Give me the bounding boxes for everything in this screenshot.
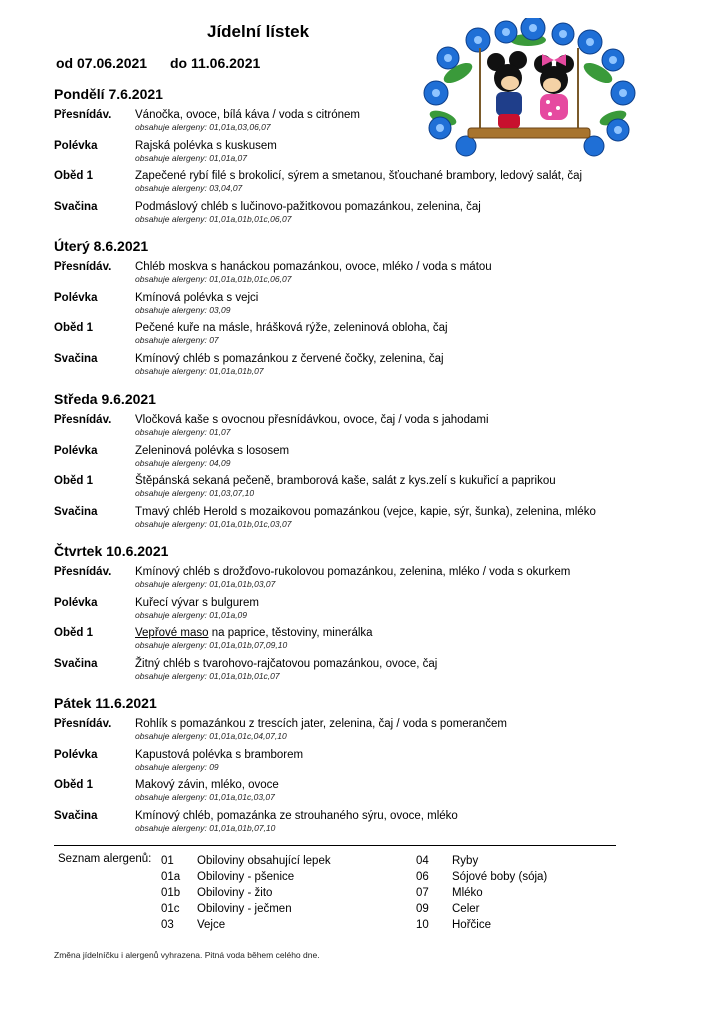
meal-row — [54, 169, 674, 200]
allergen-name: Ryby — [452, 855, 479, 867]
allergen-item — [161, 854, 331, 868]
legend-divider — [54, 845, 616, 846]
day-title: Úterý 8.6.2021 — [54, 238, 149, 254]
meal-description: Žitný chléb s tvarohovo-rajčatovou pomazánkou, ovoce, čaj — [135, 657, 438, 670]
allergen-name: Hořčice — [452, 919, 491, 931]
allergen-code: 04 — [416, 855, 429, 867]
meal-row — [54, 108, 674, 139]
allergen-code: 07 — [416, 887, 429, 899]
meal-label: Oběd 1 — [54, 170, 93, 182]
meal-description: Rohlík s pomazánkou z trescích jater, zelenina, čaj / voda s pomerančem — [135, 718, 508, 730]
meal-row — [54, 717, 674, 748]
meal-allergens: obsahuje alergeny: 01,01a,01b,07,09,10 — [135, 640, 288, 650]
allergen-item — [416, 902, 479, 916]
allergen-legend-label: Seznam alergenů: — [58, 853, 152, 865]
meal-label: Polévka — [54, 139, 98, 152]
allergen-item — [416, 870, 547, 884]
allergen-code: 01 — [161, 855, 174, 867]
meal-row — [54, 413, 674, 444]
meal-allergens: obsahuje alergeny: 01,01a,01b,03,07 — [135, 579, 276, 589]
meal-allergens: obsahuje alergeny: 01,07 — [135, 427, 231, 437]
meal-allergens: obsahuje alergeny: 01,01a,01c,04,07,10 — [135, 731, 287, 741]
day-section — [54, 695, 674, 839]
day-section — [54, 86, 674, 230]
date-to: do 11.06.2021 — [170, 55, 261, 71]
meal-row — [54, 200, 674, 231]
meal-description: Kapustová polévka s bramborem — [135, 748, 304, 761]
meal-allergens: obsahuje alergeny: 01,01a,01b,01c,06,07 — [135, 213, 292, 224]
meal-description: Podmáslový chléb s lučinovo-pažitkovou pomazánkou, zelenina, čaj — [135, 200, 481, 213]
meal-row — [54, 444, 674, 475]
meal-description: Tmavý chléb Herold s mozaikovou pomazánkou (vejce, kapie, sýr, šunka), zelenina, mléko — [135, 505, 596, 518]
allergen-item — [161, 918, 225, 932]
page-title: Jídelní lístek — [207, 22, 310, 41]
day-section — [54, 391, 674, 535]
meal-description: Pečené kuře na másle, hrášková rýže, zeleninová obloha, čaj — [135, 322, 448, 334]
allergen-code: 03 — [161, 919, 174, 931]
meal-description: Chléb moskva s hanáckou pomazánkou, ovoce, mléko / voda s mátou — [135, 261, 492, 273]
allergen-code: 10 — [416, 919, 429, 931]
meal-description: Štěpánská sekaná pečeně, bramborová kaše, salát z kys.zelí s kukuřicí a paprikou — [135, 475, 556, 487]
meal-allergens: obsahuje alergeny: 01,01a,01b,01c,03,07 — [135, 518, 292, 529]
meal-label: Polévka — [54, 748, 98, 761]
meal-label: Svačina — [54, 200, 98, 213]
meal-allergens: obsahuje alergeny: 01,01a,01b,07,10 — [135, 822, 276, 833]
allergen-code: 01a — [161, 871, 181, 883]
allergen-item — [161, 886, 272, 900]
meal-label: Svačina — [54, 505, 98, 518]
meal-row — [54, 321, 674, 352]
meal-label: Svačina — [54, 657, 98, 670]
meal-row — [54, 291, 674, 322]
day-title: Pondělí 7.6.2021 — [54, 86, 163, 102]
meal-row — [54, 139, 674, 170]
allergen-item — [416, 918, 491, 932]
meal-description: Makový závin, mléko, ovoce — [135, 779, 279, 791]
meal-label: Svačina — [54, 352, 98, 365]
meal-label: Přesnídáv. — [54, 566, 112, 578]
meal-description-rest: na paprice, těstoviny, minerálka — [208, 627, 373, 639]
meal-allergens: obsahuje alergeny: 01,01a,01b,01c,06,07 — [135, 274, 292, 284]
meal-label: Oběd 1 — [54, 779, 93, 791]
meal-label: Svačina — [54, 809, 98, 822]
meal-row — [54, 596, 674, 627]
meal-description: Kmínový chléb s drožďovo-rukolovou pomazánkou, zelenina, mléko / voda s okurkem — [135, 566, 571, 578]
meal-allergens: obsahuje alergeny: 03,04,07 — [135, 183, 243, 193]
allergen-name: Obiloviny - žito — [197, 887, 273, 899]
meal-row — [54, 626, 674, 657]
meal-row — [54, 474, 674, 505]
allergen-name: Obiloviny - pšenice — [197, 871, 295, 883]
meal-label: Oběd 1 — [54, 475, 93, 487]
day-title: Pátek 11.6.2021 — [54, 695, 157, 711]
meal-description: Zeleninová polévka s lososem — [135, 444, 290, 457]
allergen-name: Vejce — [197, 919, 226, 931]
meal-row — [54, 565, 674, 596]
meal-allergens: obsahuje alergeny: 07 — [135, 335, 219, 345]
meal-row — [54, 352, 674, 383]
allergen-item — [161, 902, 292, 916]
meal-allergens: obsahuje alergeny: 01,01a,01c,03,07 — [135, 792, 275, 802]
meal-description — [135, 626, 373, 640]
meal-description: Vánočka, ovoce, bílá káva / voda s citrónem — [135, 109, 361, 121]
meal-description-underlined: Vepřové maso — [135, 627, 209, 639]
meal-label: Polévka — [54, 291, 98, 304]
meal-label: Polévka — [54, 444, 98, 457]
meal-allergens: obsahuje alergeny: 01,01a,03,06,07 — [135, 122, 271, 132]
footer-note: Změna jídelníčku i alergenů vyhrazena. Pitná voda během celého dne. — [54, 950, 320, 960]
allergen-name: Obiloviny obsahující lepek — [197, 855, 331, 867]
day-title: Středa 9.6.2021 — [54, 391, 156, 407]
meal-description: Kuřecí vývar s bulgurem — [135, 596, 259, 609]
allergen-code: 06 — [416, 871, 429, 883]
allergen-name: Mléko — [452, 887, 483, 899]
allergen-code: 01b — [161, 887, 181, 899]
meal-description: Vločková kaše s ovocnou přesnídávkou, ovoce, čaj / voda s jahodami — [135, 414, 489, 426]
allergen-name: Obiloviny - ječmen — [197, 903, 292, 915]
meal-description: Kmínový chléb s pomazánkou z červené čočky, zelenina, čaj — [135, 352, 444, 365]
allergen-name: Celer — [452, 903, 480, 915]
day-section — [54, 238, 674, 382]
allergen-item — [416, 854, 478, 868]
meal-row — [54, 809, 674, 840]
meal-label: Přesnídáv. — [54, 718, 112, 730]
meal-label: Přesnídáv. — [54, 261, 112, 273]
allergen-item — [161, 870, 294, 884]
meal-description: Zapečené rybí filé s brokolicí, sýrem a smetanou, šťouchané brambory, ledový salát, čaj — [135, 170, 583, 182]
allergen-code: 09 — [416, 903, 429, 915]
meal-row — [54, 657, 674, 688]
meal-allergens: obsahuje alergeny: 01,01a,07 — [135, 152, 248, 163]
meal-allergens: obsahuje alergeny: 09 — [135, 761, 219, 772]
allergen-name: Sójové boby (sója) — [452, 871, 548, 883]
meal-row — [54, 748, 674, 779]
meal-row — [54, 778, 674, 809]
meal-allergens: obsahuje alergeny: 01,01a,01b,01c,07 — [135, 670, 280, 681]
meal-allergens: obsahuje alergeny: 01,03,07,10 — [135, 488, 255, 498]
meal-allergens: obsahuje alergeny: 04,09 — [135, 457, 231, 468]
allergen-item — [416, 886, 483, 900]
meal-label: Přesnídáv. — [54, 414, 112, 426]
meal-allergens: obsahuje alergeny: 01,01a,01b,07 — [135, 365, 264, 376]
meal-allergens: obsahuje alergeny: 01,01a,09 — [135, 609, 248, 620]
date-from: od 07.06.2021 — [56, 55, 148, 71]
meal-allergens: obsahuje alergeny: 03,09 — [135, 304, 231, 315]
meal-row — [54, 260, 674, 291]
meal-label: Přesnídáv. — [54, 109, 112, 121]
day-title: Čtvrtek 10.6.2021 — [54, 543, 169, 559]
meal-row — [54, 505, 674, 536]
meal-description: Kmínový chléb, pomazánka ze strouhaného sýru, ovoce, mléko — [135, 809, 458, 822]
meal-description: Rajská polévka s kuskusem — [135, 139, 277, 152]
allergen-code: 01c — [161, 903, 180, 915]
day-section — [54, 543, 674, 687]
meal-label: Polévka — [54, 596, 98, 609]
meal-label: Oběd 1 — [54, 627, 93, 639]
meal-description: Kmínová polévka s vejci — [135, 291, 259, 304]
meal-label: Oběd 1 — [54, 322, 93, 334]
